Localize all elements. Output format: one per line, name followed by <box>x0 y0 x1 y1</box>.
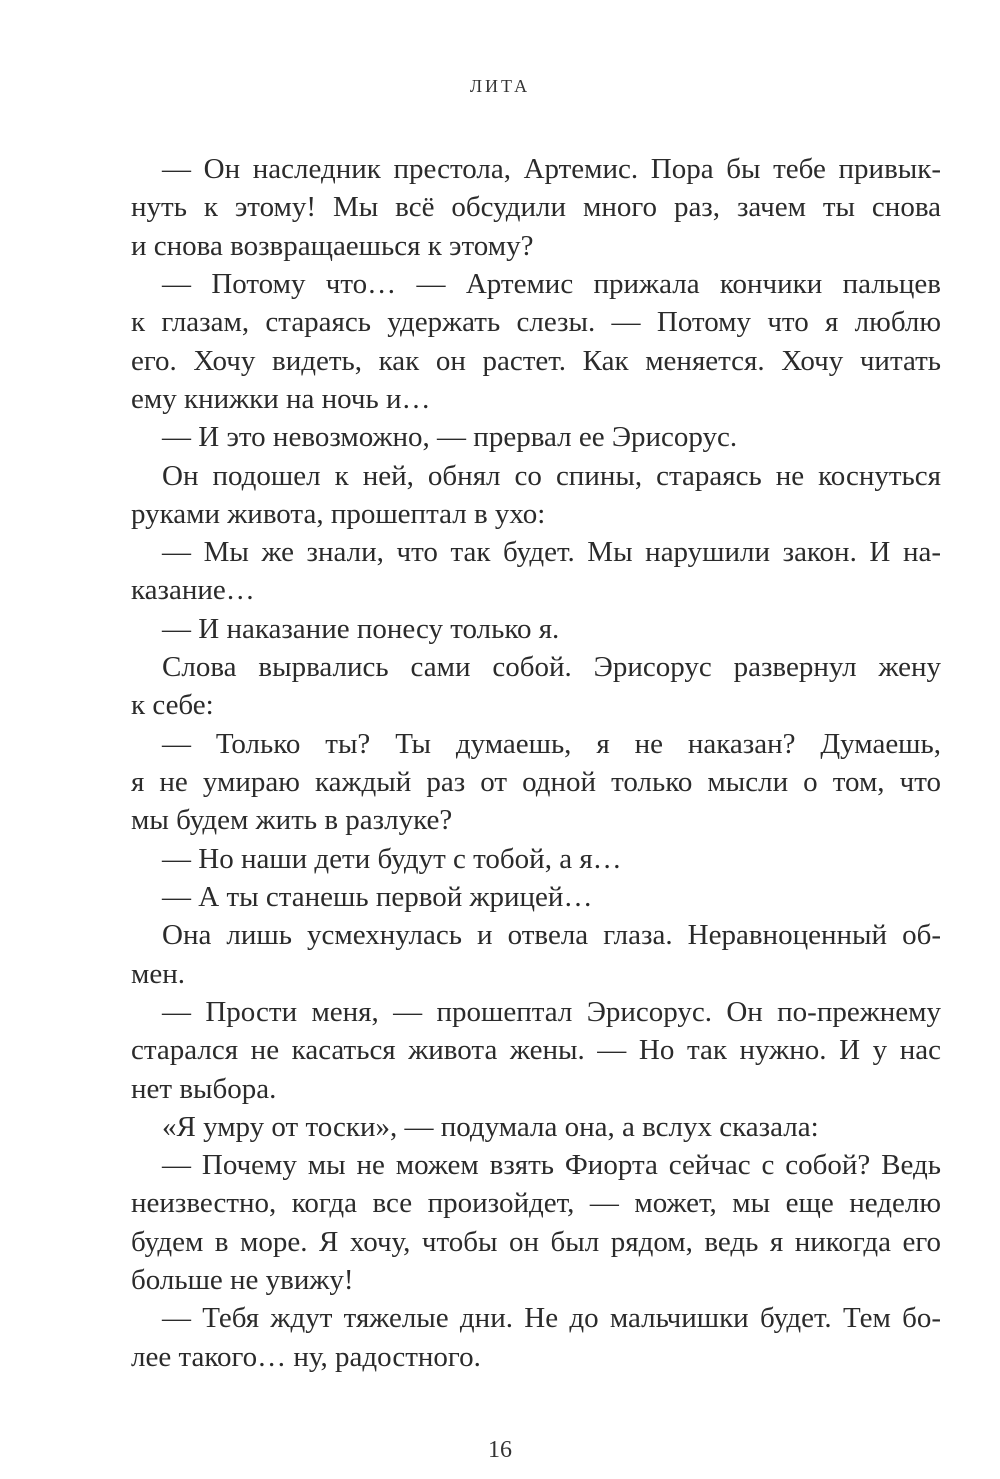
text-line: — Мы же знали, что так будет. Мы нарушили закон. И на- <box>162 536 941 569</box>
text-line: — Он наследник престола, Артемис. Пора бы тебе привык- <box>162 153 941 185</box>
text-line: к себе: <box>131 689 214 722</box>
text-line: Слова вырвались сами собой. Эрисорус развернул жену <box>162 651 941 684</box>
text-line: — Потому что… — Артемис прижала кончики пальцев <box>162 267 941 300</box>
text-line: Она лишь усмехнулась и отвела глаза. Неравноценный об- <box>162 919 941 952</box>
running-head: ЛИТА <box>469 76 531 96</box>
text-line: руками живота, прошептал в ухо: <box>131 497 546 530</box>
text-line: «Я умру от тоски», — подумала она, а вслух сказала: <box>162 1110 819 1143</box>
text-line: больше не увижу! <box>131 1264 354 1297</box>
text-line: и снова возвращаешься к этому? <box>131 229 534 262</box>
text-line: его. Хочу видеть, как он растет. Как меняется. Хочу читать <box>131 344 941 377</box>
text-line: — И наказание понесу только я. <box>162 612 560 645</box>
text-line: — Только ты? Ты думаешь, я не наказан? Думаешь, <box>162 727 941 760</box>
text-line: — Прости меня, — прошептал Эрисорус. Он по-прежнему <box>162 995 941 1028</box>
text-line: Он подошел к ней, обнял со спины, стараясь не коснуться <box>162 459 941 492</box>
text-line: старался не касаться живота жены. — Но так нужно. И у нас <box>131 1034 941 1067</box>
page-number: 16 <box>488 1437 512 1463</box>
text-line: — Почему мы не можем взять Фиорта сейчас с собой? Ведь <box>162 1149 941 1182</box>
text-line: неизвестно, когда все произойдет, — может, мы еще неделю <box>131 1187 941 1220</box>
text-line: мен. <box>131 957 185 990</box>
text-line: нуть к этому! Мы всё обсудили много раз, зачем ты снова <box>131 191 941 224</box>
text-line: ему книжки на ночь и… <box>131 382 431 415</box>
text-line: мы будем жить в разлуке? <box>131 804 453 837</box>
text-line: — И это невозможно, — прервал ее Эрисорус. <box>162 421 738 454</box>
text-line: — А ты станешь первой жрицей… <box>162 880 593 913</box>
text-line: — Тебя ждут тяжелые дни. Не до мальчишки будет. Тем бо- <box>162 1302 941 1335</box>
body-text <box>131 150 941 1376</box>
text-line: я не умираю каждый раз от одной только мысли о том, что <box>131 766 941 798</box>
text-line: будем в море. Я хочу, чтобы он был рядом, ведь я никогда его <box>131 1225 941 1258</box>
text-line: нет выбора. <box>131 1072 277 1105</box>
text-line: к глазам, стараясь удержать слезы. — Потому что я люблю <box>131 306 941 339</box>
text-line: лее такого… ну, радостного. <box>131 1340 481 1373</box>
text-line: — Но наши дети будут с тобой, а я… <box>162 842 622 875</box>
text-line: казание… <box>131 574 255 607</box>
